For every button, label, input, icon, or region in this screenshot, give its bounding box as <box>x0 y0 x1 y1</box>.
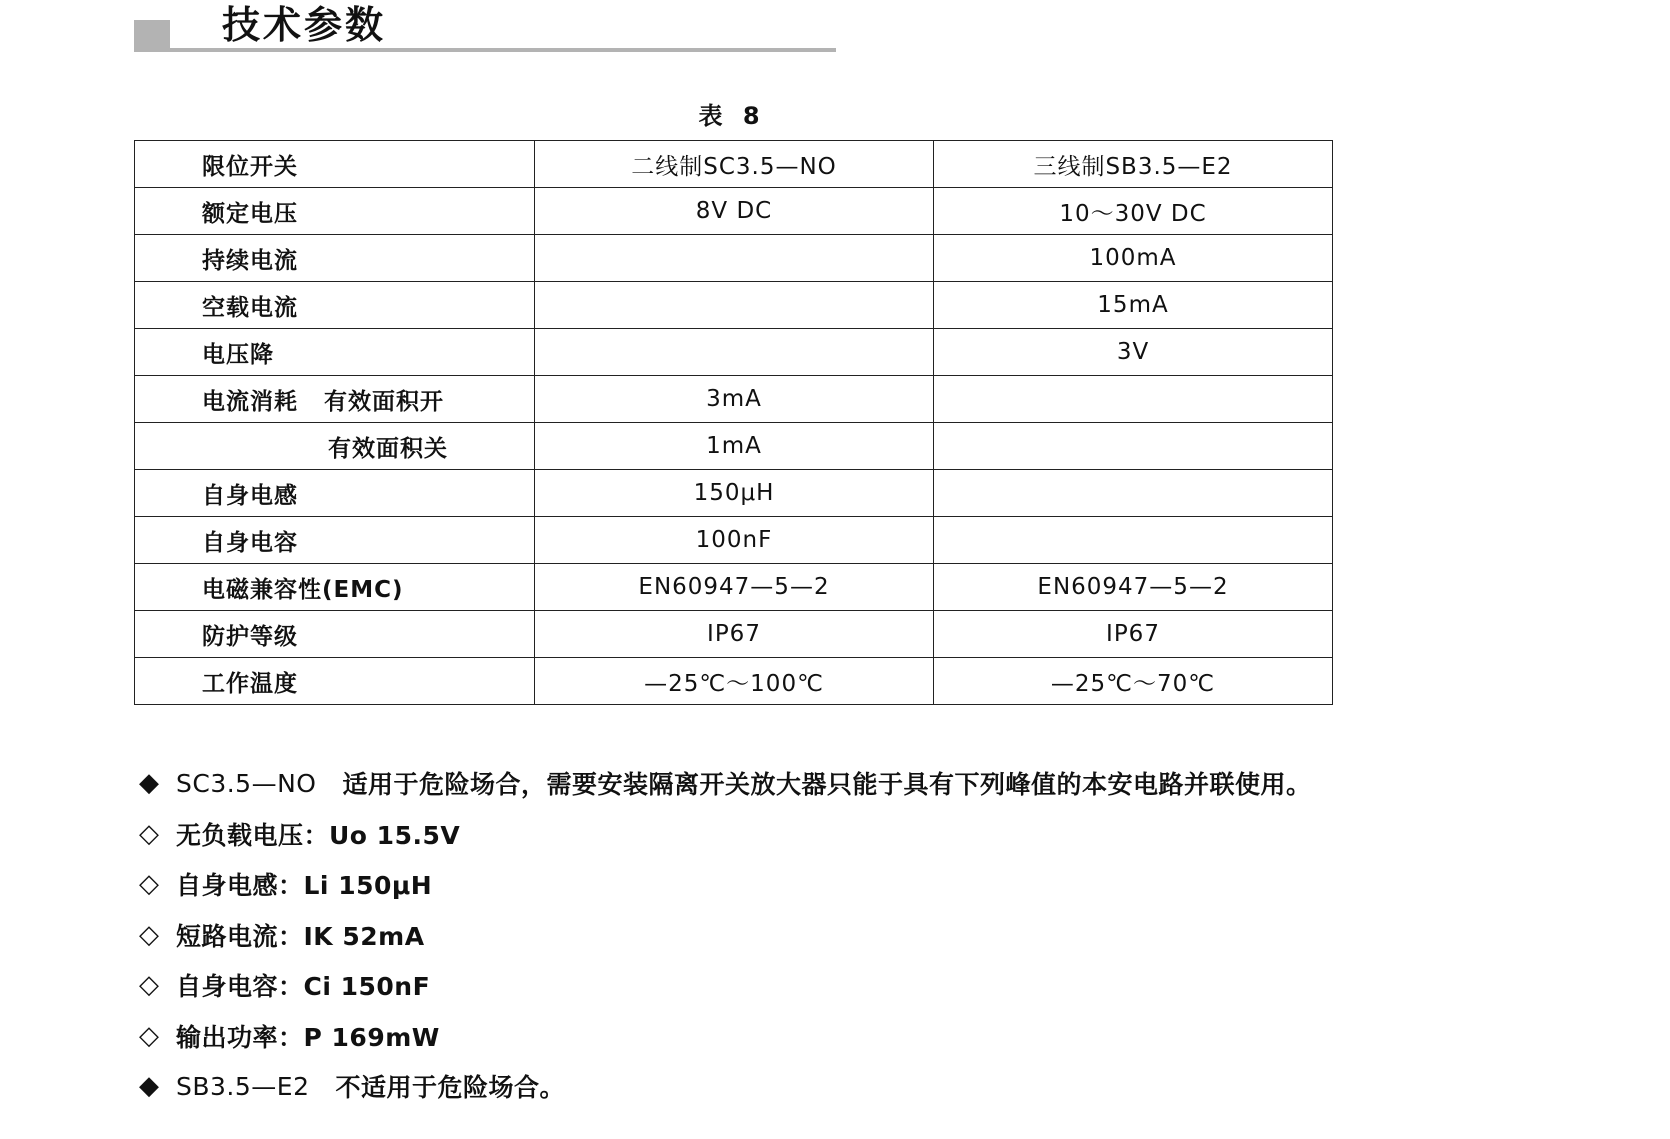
list-item <box>134 1011 1634 1062</box>
filled-diamond-icon: ◆ <box>139 1071 159 1102</box>
hollow-diamond-icon: ◇ <box>139 1020 159 1051</box>
row-label-sub: 有效面积开 <box>324 388 444 415</box>
list-item <box>134 809 1634 860</box>
row-value-two-wire <box>535 235 934 282</box>
row-value-three-wire: EN60947—5—2 <box>934 564 1333 611</box>
row-value-two-wire <box>535 329 934 376</box>
row-value-three-wire: 15mA <box>934 282 1333 329</box>
list-item <box>134 960 1634 1011</box>
note-text: 不适用于危险场合。 <box>335 1073 565 1103</box>
row-value-two-wire: —25℃～100℃ <box>535 658 934 705</box>
row-value-two-wire <box>535 282 934 329</box>
row-label <box>135 376 535 423</box>
filled-diamond-icon: ◆ <box>139 768 159 799</box>
list-item <box>134 758 1634 809</box>
table-row <box>135 235 1333 282</box>
header-rule <box>170 48 836 52</box>
table-row <box>135 658 1333 705</box>
header-square <box>134 20 170 52</box>
list-item <box>134 859 1634 910</box>
table-row <box>135 470 1333 517</box>
row-value-two-wire: IP67 <box>535 611 934 658</box>
hollow-diamond-icon: ◇ <box>139 818 159 849</box>
row-label: 空载电流 <box>135 282 535 329</box>
row-value-two-wire: 二线制SC3.5—NO <box>535 141 934 188</box>
note-text: 自身电容：Ci 150nF <box>176 972 431 1002</box>
row-value-three-wire <box>934 376 1333 423</box>
row-label: 持续电流 <box>135 235 535 282</box>
row-value-three-wire: 100mA <box>934 235 1333 282</box>
note-text: 输出功率：P 169mW <box>176 1022 440 1052</box>
table-row <box>135 188 1333 235</box>
row-label: 电压降 <box>135 329 535 376</box>
row-value-two-wire: 8V DC <box>535 188 934 235</box>
row-value-two-wire: 1mA <box>535 423 934 470</box>
hollow-diamond-icon: ◇ <box>139 919 159 950</box>
row-label <box>135 423 535 470</box>
row-label-sub: 有效面积关 <box>328 435 448 462</box>
spec-table <box>134 140 1333 705</box>
list-item <box>134 910 1634 961</box>
table-row <box>135 423 1333 470</box>
table-row <box>135 564 1333 611</box>
row-label-main: 电流消耗 <box>202 388 298 415</box>
row-label: 限位开关 <box>135 141 535 188</box>
note-text: 短路电流：IK 52mA <box>176 921 425 951</box>
row-label: 额定电压 <box>135 188 535 235</box>
table-caption: 表 8 <box>698 102 766 130</box>
row-value-three-wire <box>934 517 1333 564</box>
table-row <box>135 329 1333 376</box>
row-value-two-wire: 150μH <box>535 470 934 517</box>
hollow-diamond-icon: ◇ <box>139 869 159 900</box>
note-code: SC3.5—NO <box>176 768 317 798</box>
table-row <box>135 376 1333 423</box>
table-row <box>135 141 1333 188</box>
row-value-three-wire: 三线制SB3.5—E2 <box>934 141 1333 188</box>
row-value-two-wire: EN60947—5—2 <box>535 564 934 611</box>
page-title: 技术参数 <box>222 3 387 47</box>
row-value-two-wire: 3mA <box>535 376 934 423</box>
list-item <box>134 1061 1634 1112</box>
note-text: 自身电感：Li 150μH <box>176 871 433 901</box>
row-value-two-wire: 100nF <box>535 517 934 564</box>
row-value-three-wire <box>934 470 1333 517</box>
note-code: SB3.5—E2 <box>176 1071 310 1101</box>
note-text: 无负载电压：Uo 15.5V <box>176 820 461 850</box>
row-value-three-wire: 10～30V DC <box>934 188 1333 235</box>
row-label: 电磁兼容性(EMC) <box>135 564 535 611</box>
row-value-three-wire: 3V <box>934 329 1333 376</box>
row-label: 自身电感 <box>135 470 535 517</box>
row-label: 自身电容 <box>135 517 535 564</box>
table-row <box>135 611 1333 658</box>
row-label: 工作温度 <box>135 658 535 705</box>
table-row <box>135 517 1333 564</box>
row-value-three-wire <box>934 423 1333 470</box>
row-value-three-wire: —25℃～70℃ <box>934 658 1333 705</box>
table-row <box>135 282 1333 329</box>
notes-list <box>134 758 1634 1112</box>
note-text: 适用于危险场合，需要安装隔离开关放大器只能于具有下列峰值的本安电路并联使用。 <box>342 770 1312 800</box>
row-value-three-wire: IP67 <box>934 611 1333 658</box>
row-label: 防护等级 <box>135 611 535 658</box>
hollow-diamond-icon: ◇ <box>139 970 159 1001</box>
